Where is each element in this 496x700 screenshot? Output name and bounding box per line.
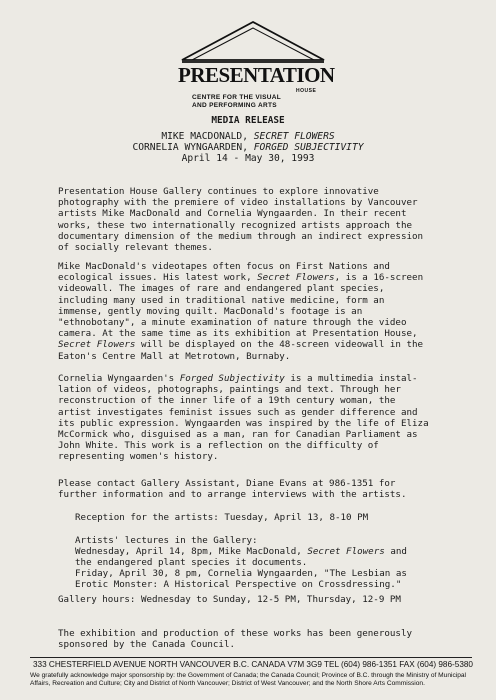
lecture-macdonald-text-a: Wednesday, April 14, 8pm, Mike MacDonald, [75, 546, 308, 557]
logo-subtitle [192, 94, 332, 110]
paragraph-macdonald [58, 261, 478, 362]
footer-divider [30, 657, 472, 658]
lecture-macdonald [75, 546, 495, 568]
lecture-wyngaarden: Friday, April 30, 8 pm, Cornelia Wyngaarden, "The Lesbian as Erotic Monster: A Historical Perspective on Crossdressing." [75, 568, 407, 591]
logo-wordmark: PRESENTATION [178, 63, 335, 87]
paragraph-wyngaarden [58, 373, 478, 463]
paragraph-wyngaarden-text-a: Cornelia Wyngaarden's [58, 373, 180, 384]
footer-address: 333 CHESTERFIELD AVENUE NORTH VANCOUVER B.C. CANADA V7M 3G9 [33, 660, 322, 669]
building-pediment-icon [178, 16, 328, 66]
paragraph-macdonald-text-c: will be displayed on the 48-screen videowall in the Eaton's Centre Mall at Metrotown, Burnaby. [58, 339, 424, 362]
paragraph-intro: Presentation House Gallery continues to explore innovative photography with the premiere of video installations by Vancouver artists Mike MacDonald and Cornelia Wyngaarden. In their recent works, these two internationally recognized artists approach the documentary dimension of the medium through an indirect expression of socially relevant themes. [58, 186, 424, 254]
reception-line: Reception for the artists: Tuesday, April 13, 8-10 PM [75, 512, 369, 523]
paragraph-wyngaarden-text-b: is a multimedia instal- lation of videos, photographs, paintings and text. Through her reconstruction of the inner life of a 19th century woman, the artist investigates feminist issues such as gender difference and its public expression. Wyngaarden was inspired by the life of Eliza McCormick who, disguised as a man, ran for Canadian Parliament as John White. This work is a reflection on the difficulty of representing women's history. [58, 373, 429, 463]
footer-phone-fax: TEL (604) 986-1351 FAX (604) 986-5380 [324, 660, 473, 669]
work-secret-flowers: SECRET FLOWERS [253, 131, 335, 142]
lecture-macdonald-text-b: and the endangered plant species it documents. [75, 546, 407, 569]
logo-subtitle-line2: AND PERFORMING ARTS [192, 102, 277, 109]
logo-subtitle-line1: CENTRE FOR THE VISUAL [192, 94, 281, 101]
sponsorship-paragraph: The exhibition and production of these works has been generously sponsored by the Canada Council. [58, 628, 413, 651]
lecture-macdonald-work: Secret Flowers [307, 546, 385, 557]
lectures-heading: Artists' lectures in the Gallery: [75, 535, 258, 546]
paragraph-macdonald-work: Secret Flowers [257, 272, 335, 284]
title-line-1 [0, 131, 496, 142]
exhibition-dates: April 14 - May 30, 1993 [181, 153, 315, 164]
paragraph-wyngaarden-work: Forged Subjectivity [179, 373, 285, 384]
paragraph-contact: Please contact Gallery Assistant, Diane Evans at 986-1351 for further information and to arrange interviews with the artists. [58, 478, 407, 501]
artist-wyngaarden: CORNELIA WYNGAARDEN, [132, 142, 254, 153]
paragraph-macdonald-text-a: Mike MacDonald's videotapes often focus on First Nations and ecological issues. His latest work, [58, 261, 390, 284]
gallery-hours: Gallery hours: Wednesday to Sunday, 12-5 PM, Thursday, 12-9 PM [58, 594, 401, 605]
title-line-2 [0, 142, 496, 153]
footer-contact [33, 660, 473, 669]
logo-house-label: HOUSE [296, 88, 317, 94]
artist-macdonald: MIKE MACDONALD, [161, 131, 254, 142]
paragraph-macdonald-text-b: , is a 16-screen videowall. The images of rare and endangered plant species, including many used in traditional native medicine, form an immense, gently moving quilt. MacDonald's footage is an "ethnobotany", a minute examination of nature through the video camera. At the same time as its exhibition at Presentation House, [58, 272, 424, 340]
media-release-heading: MEDIA RELEASE [211, 115, 285, 126]
paragraph-macdonald-work-2: Secret Flowers [58, 339, 136, 351]
footer-acknowledgement: We gratefully acknowledge major sponsorship by: the Government of Canada; the Canada Council; Province of B.C. through the Ministry of Municipal Affairs, Recreation and Culture; City and District of North Vancouver; District of West Vancouver; and the North Shore Arts Commission. [30, 672, 467, 688]
work-forged-subjectivity: FORGED SUBJECTIVITY [253, 142, 364, 153]
presentation-house-logo [178, 16, 335, 112]
